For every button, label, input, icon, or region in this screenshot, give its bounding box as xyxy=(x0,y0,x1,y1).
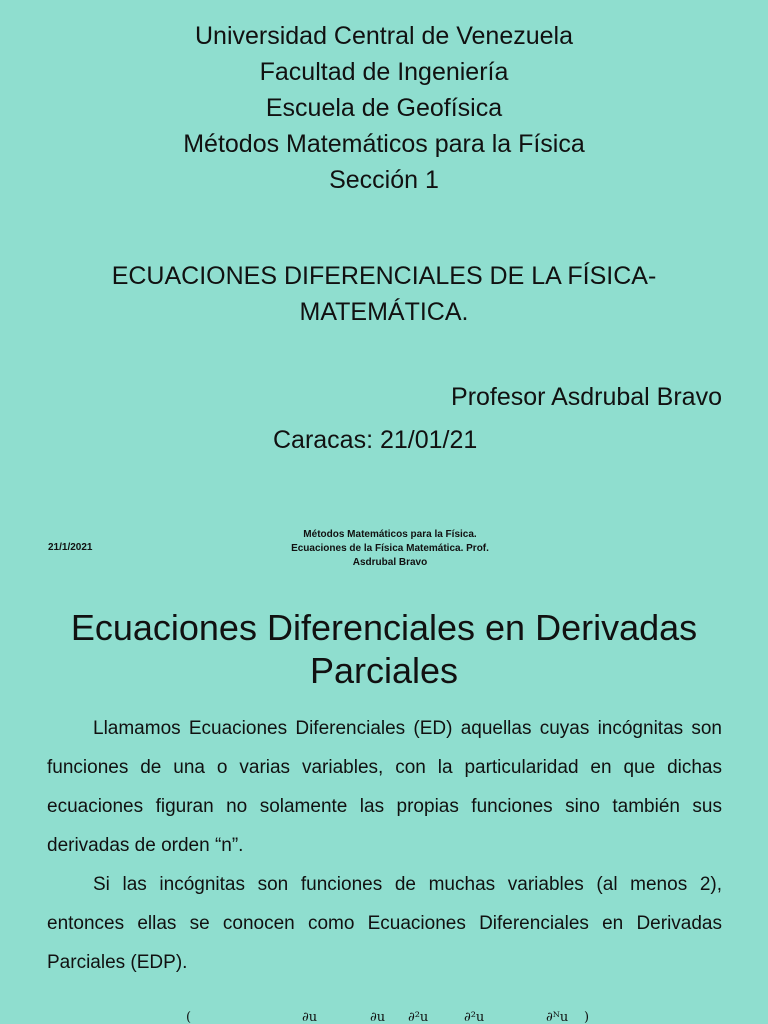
formula-derivative: ∂²u xyxy=(464,1010,485,1024)
pde-formula-partial xyxy=(186,1010,606,1024)
school-name: Escuela de Geofísica xyxy=(265,94,503,122)
footer-date: 21/1/2021 xyxy=(48,542,93,553)
slide-body xyxy=(47,709,722,982)
formula-close-paren: ) xyxy=(584,1010,590,1024)
professor-name: Profesor Asdrubal Bravo xyxy=(451,383,722,411)
formula-derivative: ∂ᴺu xyxy=(546,1010,569,1024)
slide-title-line: Ecuaciones Diferenciales en Derivadas xyxy=(70,607,698,648)
footer-line: Ecuaciones de la Física Matemática. Prof. xyxy=(291,543,489,554)
formula-open-paren: ( xyxy=(186,1010,192,1024)
slide-title-line: Parciales xyxy=(309,650,459,691)
lecture-title-line: MATEMÁTICA. xyxy=(299,298,469,326)
footer-line: Asdrubal Bravo xyxy=(352,557,428,568)
content-slide xyxy=(0,570,768,1024)
formula-derivative: ∂u xyxy=(302,1010,318,1024)
formula-derivative: ∂²u xyxy=(408,1010,429,1024)
section-name: Sección 1 xyxy=(329,166,439,194)
footer-line: Métodos Matemáticos para la Física. xyxy=(303,529,477,540)
slide-title xyxy=(0,606,768,692)
lecture-title-line: ECUACIONES DIFERENCIALES DE LA FÍSICA- xyxy=(111,262,657,290)
institution-heading xyxy=(0,18,768,198)
paragraph-definition: Llamamos Ecuaciones Diferenciales (ED) aquellas cuyas incógnitas son funciones de una o varias variables, con la particularidad en que dichas ecuaciones figuran no solamente las propias funciones sino también sus derivadas de orden “n”. xyxy=(47,718,722,856)
formula-derivative: ∂u xyxy=(370,1010,386,1024)
course-name: Métodos Matemáticos para la Física xyxy=(183,130,585,158)
paragraph-edp: Si las incógnitas son funciones de muchas variables (al menos 2), entonces ellas se conocen como Ecuaciones Diferenciales en Derivadas Parciales (EDP). xyxy=(47,874,722,973)
lecture-title xyxy=(0,258,768,330)
city-date: Caracas: 21/01/21 xyxy=(273,426,478,454)
university-name: Universidad Central de Venezuela xyxy=(194,22,573,50)
faculty-name: Facultad de Ingeniería xyxy=(259,58,509,86)
footer-caption xyxy=(258,528,522,570)
